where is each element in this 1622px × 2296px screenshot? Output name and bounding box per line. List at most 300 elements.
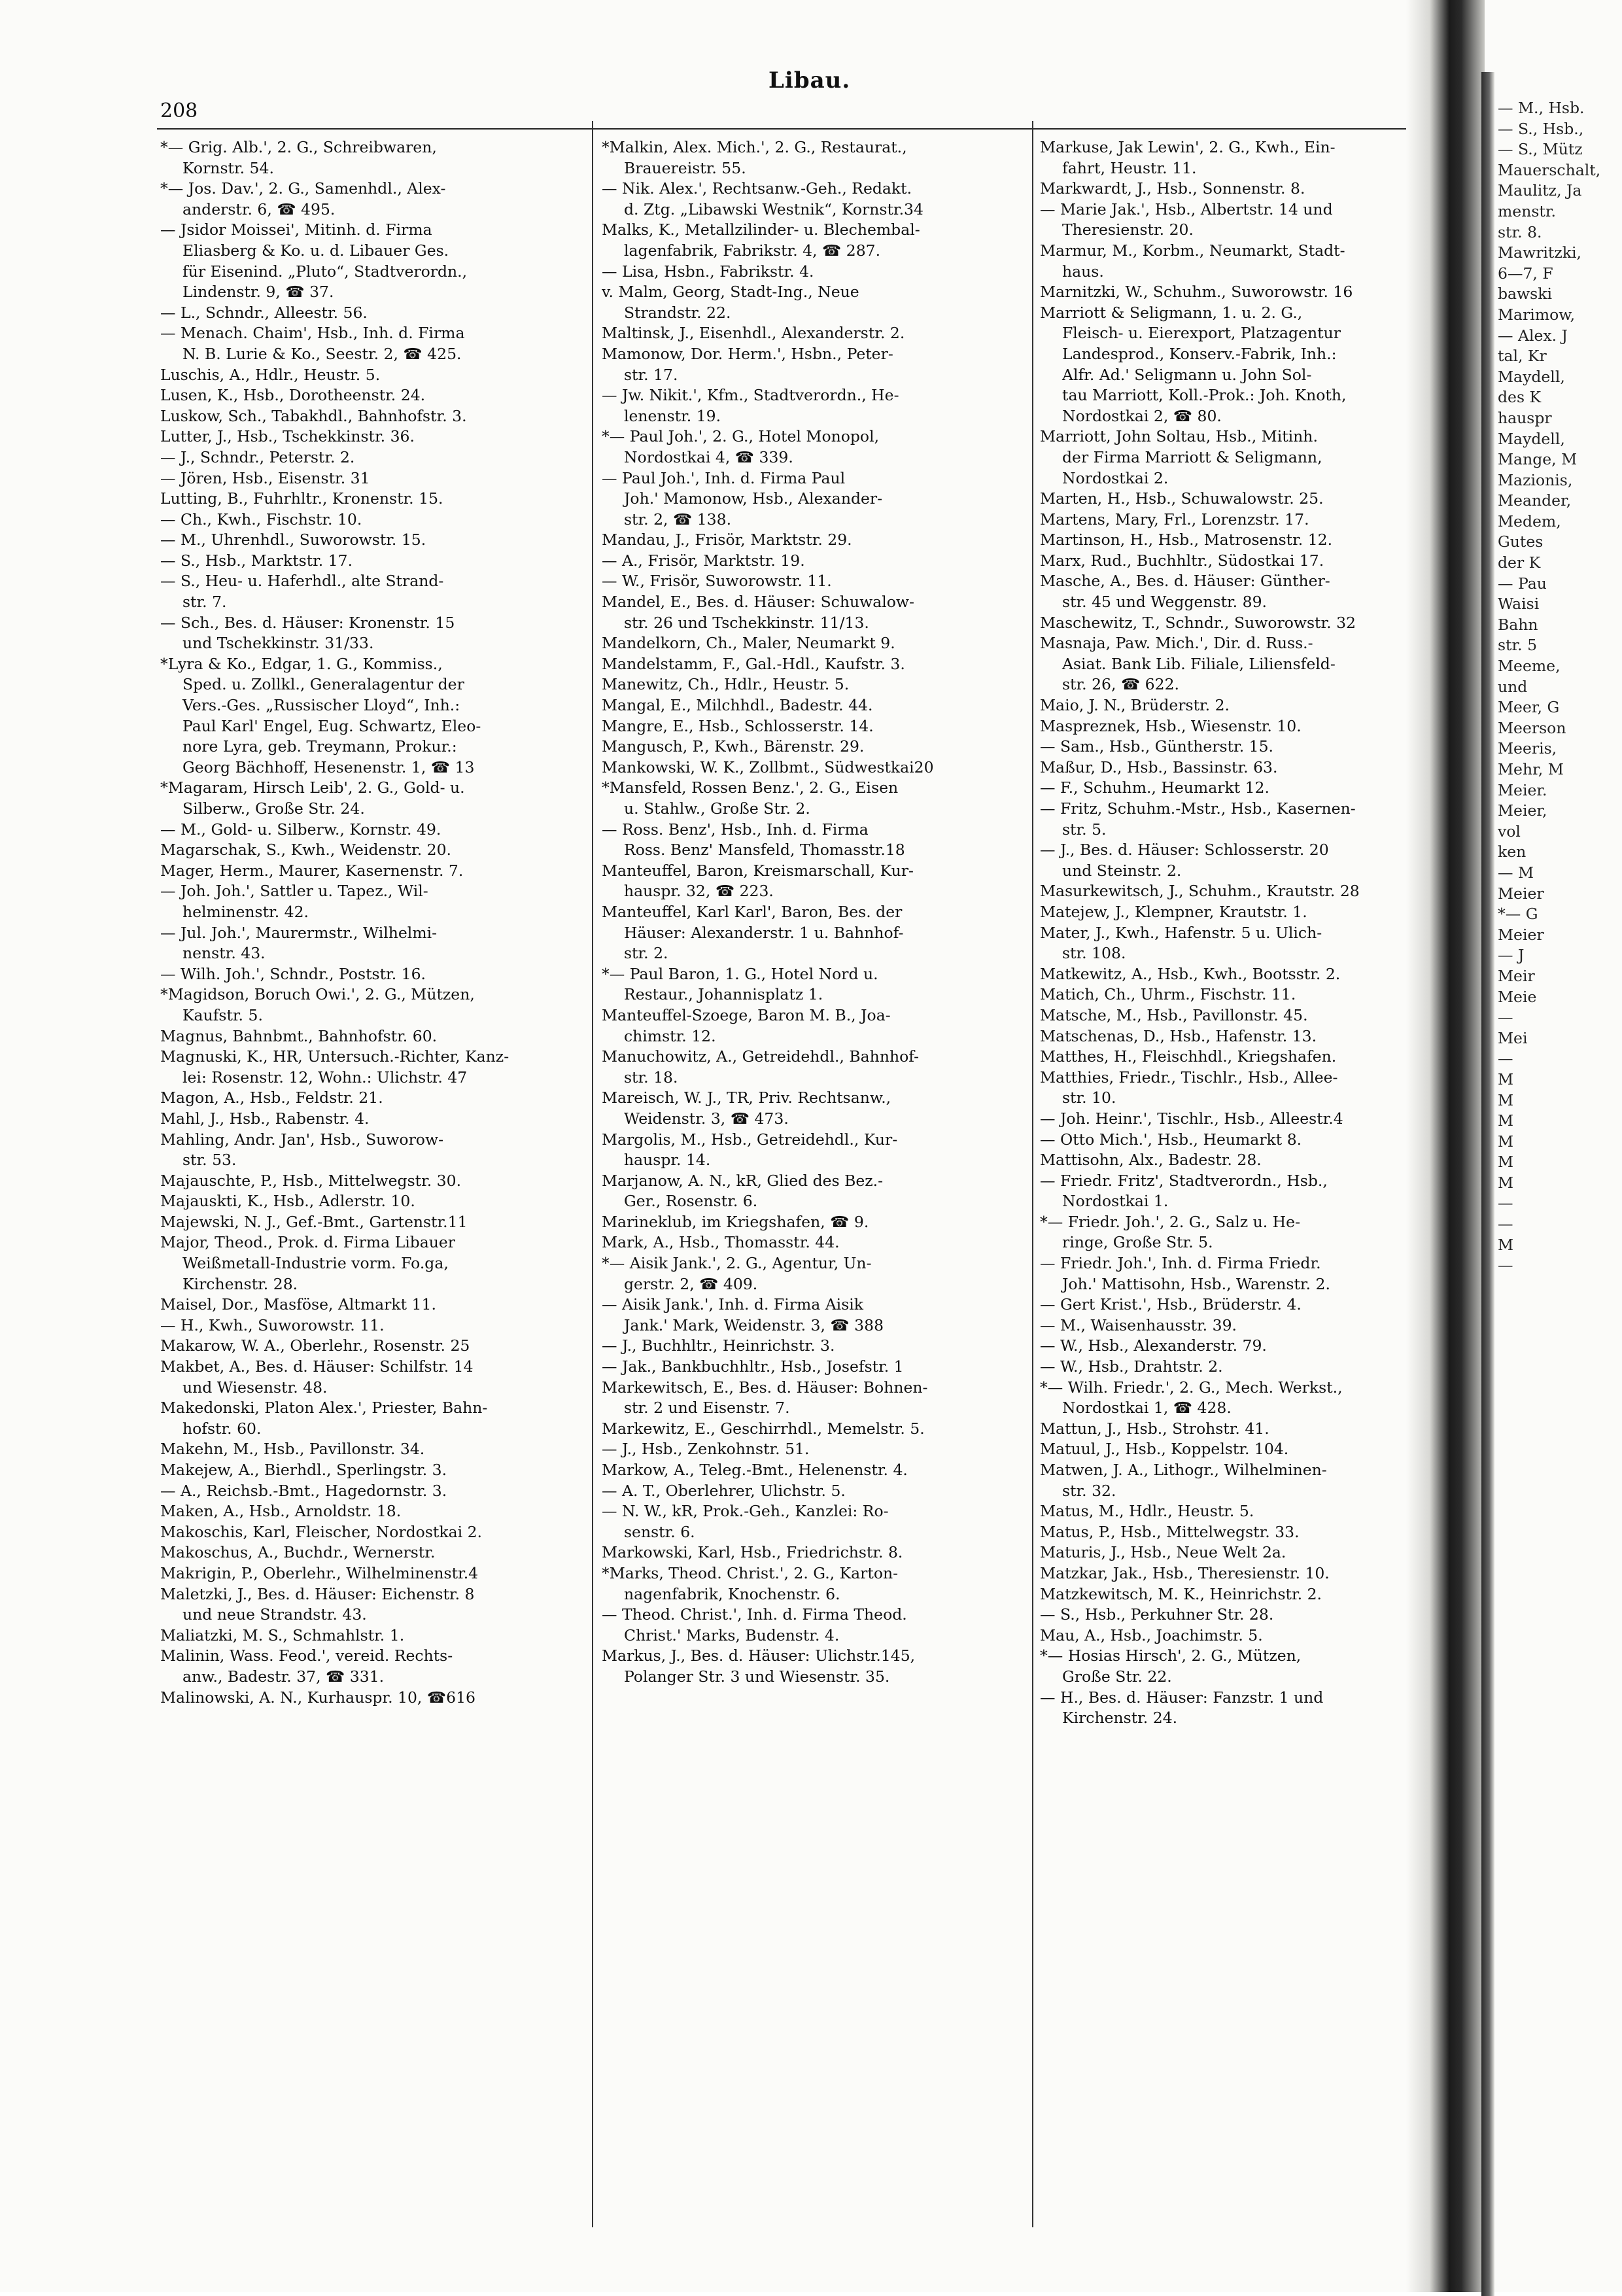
neighbor-fragment-line: Meir bbox=[1498, 966, 1535, 985]
directory-entry bbox=[1040, 923, 1439, 964]
entry-continuation-line: tau Marriott, Koll.-Prok.: Joh. Knoth, bbox=[1062, 386, 1347, 405]
entry-name-line: Maschewitz, T., Schndr., Suworowstr. 32 bbox=[1040, 613, 1356, 632]
entry-name-line: Majauschte, P., Hsb., Mittelwegstr. 30. bbox=[160, 1171, 462, 1190]
neighbor-fragment-line: Meander, bbox=[1498, 491, 1572, 510]
directory-entry bbox=[602, 1439, 1001, 1460]
directory-entry bbox=[1040, 426, 1439, 489]
directory-entry bbox=[602, 137, 1001, 179]
neighbor-fragment-line: Meier, bbox=[1498, 801, 1547, 820]
neighbor-fragment-line: M bbox=[1498, 1153, 1514, 1172]
entry-continuation-line: Ger., Rosenstr. 6. bbox=[624, 1192, 758, 1211]
directory-entry bbox=[602, 1295, 1001, 1336]
directory-entry bbox=[602, 1460, 1001, 1481]
entry-name-line: Matuul, J., Hsb., Koppelstr. 104. bbox=[1040, 1440, 1289, 1459]
directory-entry bbox=[1040, 530, 1439, 551]
column-divider-1 bbox=[592, 121, 593, 2227]
neighbor-fragment-line: Medem, bbox=[1498, 512, 1561, 531]
directory-entry bbox=[160, 365, 559, 386]
entry-continuation-line: str. 2, ☎ 138. bbox=[624, 510, 732, 529]
entry-name-line: Mattun, J., Hsb., Strohstr. 41. bbox=[1040, 1419, 1269, 1438]
entry-name-line: Magarschak, S., Kwh., Weidenstr. 20. bbox=[160, 841, 452, 860]
entry-continuation-line: ringe, Große Str. 5. bbox=[1062, 1233, 1213, 1252]
entry-continuation-line: Christ.' Marks, Budenstr. 4. bbox=[624, 1626, 840, 1644]
directory-entry bbox=[160, 1130, 559, 1171]
directory-entry bbox=[602, 323, 1001, 344]
entry-continuation-line: und neue Strandstr. 43. bbox=[182, 1605, 367, 1624]
directory-entry bbox=[160, 406, 559, 427]
entry-continuation-line: Jank.' Mark, Weidenstr. 3, ☎ 388 bbox=[624, 1315, 884, 1334]
directory-entry bbox=[602, 220, 1001, 261]
entry-name-line: — S., Hsb., Marktstr. 17. bbox=[160, 551, 353, 570]
neighbor-fragment-line: ken bbox=[1498, 843, 1527, 861]
book-crease bbox=[1481, 72, 1494, 2296]
entry-name-line: Marriott & Seligmann, 1. u. 2. G., bbox=[1040, 303, 1303, 322]
directory-entry bbox=[160, 1563, 559, 1584]
directory-entry bbox=[602, 262, 1001, 283]
entry-name-line: Matthies, Friedr., Tischlr., Hsb., Allee- bbox=[1040, 1068, 1338, 1087]
entry-name-line: — W., Hsb., Alexanderstr. 79. bbox=[1040, 1336, 1267, 1355]
entry-name-line: — Otto Mich.', Hsb., Heumarkt 8. bbox=[1040, 1130, 1302, 1149]
entry-continuation-line: Weidenstr. 3, ☎ 473. bbox=[624, 1109, 789, 1128]
entry-continuation-line: str. 7. bbox=[182, 593, 227, 612]
entry-name-line: Makbet, A., Bes. d. Häuser: Schilfstr. 14 bbox=[160, 1357, 474, 1376]
entry-name-line: Makarow, W. A., Oberlehr., Rosenstr. 25 bbox=[160, 1336, 470, 1355]
entry-name-line: Lusen, K., Hsb., Dorotheenstr. 24. bbox=[160, 386, 426, 405]
entry-continuation-line: str. 108. bbox=[1062, 944, 1126, 963]
directory-entry bbox=[1040, 964, 1439, 985]
neighbor-fragment-line: des K bbox=[1498, 388, 1542, 407]
entry-name-line: — Sch., Bes. d. Häuser: Kronenstr. 15 bbox=[160, 613, 455, 632]
entry-continuation-line: str. 26 und Tschekkinstr. 11/13. bbox=[624, 613, 869, 632]
directory-entry bbox=[1040, 1460, 1439, 1501]
entry-name-line: — J., Hsb., Zenkohnstr. 51. bbox=[602, 1440, 810, 1459]
entry-name-line: Maken, A., Hsb., Arnoldstr. 18. bbox=[160, 1502, 402, 1521]
directory-entry bbox=[160, 881, 559, 922]
entry-continuation-line: und Wiesenstr. 48. bbox=[182, 1378, 328, 1397]
directory-entry bbox=[160, 489, 559, 510]
entry-name-line: — A. T., Oberlehrer, Ulichstr. 5. bbox=[602, 1481, 846, 1500]
column-divider-2 bbox=[1032, 121, 1033, 2227]
directory-entry bbox=[1040, 716, 1439, 737]
entry-name-line: — M., Waisenhausstr. 39. bbox=[1040, 1315, 1237, 1334]
directory-entry bbox=[602, 1542, 1001, 1563]
directory-entry bbox=[602, 757, 1001, 778]
entry-name-line: *— Wilh. Friedr.', 2. G., Mech. Werkst., bbox=[1040, 1378, 1343, 1397]
neighbor-fragment-line: Meerson bbox=[1498, 718, 1566, 737]
entry-name-line: Markus, J., Bes. d. Häuser: Ulichstr.145, bbox=[602, 1646, 916, 1665]
directory-entry bbox=[602, 530, 1001, 551]
entry-name-line: Matus, P., Hsb., Mittelwegstr. 33. bbox=[1040, 1522, 1300, 1541]
directory-entry bbox=[160, 1088, 559, 1109]
entry-name-line: *— Hosias Hirsch', 2. G., Mützen, bbox=[1040, 1646, 1302, 1665]
directory-entry bbox=[602, 1212, 1001, 1233]
entry-continuation-line: str. 53. bbox=[182, 1151, 237, 1170]
book-gutter-shadow bbox=[1406, 0, 1485, 2292]
entry-continuation-line: Landesprod., Konserv.-Fabrik, Inh.: bbox=[1062, 344, 1337, 363]
entry-name-line: — Sam., Hsb., Güntherstr. 15. bbox=[1040, 737, 1274, 756]
directory-entry bbox=[160, 1688, 559, 1709]
entry-name-line: Mangusch, P., Kwh., Bärenstr. 29. bbox=[602, 737, 865, 756]
directory-entry bbox=[160, 303, 559, 324]
directory-entry bbox=[1040, 984, 1439, 1005]
entry-name-line: Marineklub, im Kriegshafen, ☎ 9. bbox=[602, 1212, 869, 1231]
entry-continuation-line: anderstr. 6, ☎ 495. bbox=[182, 200, 336, 218]
entry-continuation-line: Fleisch- u. Eierexport, Platzagentur bbox=[1062, 324, 1341, 343]
neighbor-fragment-line: menstr. bbox=[1498, 201, 1556, 220]
entry-continuation-line: Polanger Str. 3 und Wiesenstr. 35. bbox=[624, 1667, 890, 1686]
entry-name-line: Masche, A., Bes. d. Häuser: Günther- bbox=[1040, 572, 1330, 591]
directory-entry bbox=[602, 344, 1001, 385]
directory-entry bbox=[602, 695, 1001, 716]
entry-continuation-line: Asiat. Bank Lib. Filiale, Liliensfeld- bbox=[1062, 654, 1336, 673]
entry-name-line: — Joh. Heinr.', Tischlr., Hsb., Alleestr.4 bbox=[1040, 1109, 1343, 1128]
directory-entry bbox=[1040, 1295, 1439, 1315]
neighbor-fragment-line: — M bbox=[1498, 863, 1534, 882]
entry-name-line: Mahl, J., Hsb., Rabenstr. 4. bbox=[160, 1109, 370, 1128]
neighbor-fragment-line: — bbox=[1498, 1215, 1513, 1234]
entry-name-line: — Jören, Hsb., Eisenstr. 31 bbox=[160, 468, 370, 487]
entry-name-line: Matwen, J. A., Lithogr., Wilhelminen- bbox=[1040, 1461, 1327, 1479]
entry-name-line: Maisel, Dor., Masföse, Altmarkt 11. bbox=[160, 1295, 436, 1314]
directory-entry bbox=[602, 551, 1001, 572]
directory-entry bbox=[1040, 282, 1439, 303]
entry-name-line: *Mansfeld, Rossen Benz.', 2. G., Eisen bbox=[602, 778, 899, 797]
directory-entry bbox=[160, 613, 559, 654]
neighbor-fragment-line: — bbox=[1498, 1256, 1513, 1275]
directory-entry bbox=[1040, 1378, 1439, 1419]
entry-name-line: Mau, A., Hsb., Joachimstr. 5. bbox=[1040, 1626, 1263, 1644]
entry-name-line: Masurkewitsch, J., Schuhm., Krautstr. 28 bbox=[1040, 882, 1360, 901]
directory-entry bbox=[602, 737, 1001, 757]
entry-name-line: Magon, A., Hsb., Feldstr. 21. bbox=[160, 1088, 383, 1107]
neighbor-fragment-line: Meier bbox=[1498, 884, 1544, 903]
directory-entry bbox=[602, 1171, 1001, 1212]
entry-continuation-line: str. 32. bbox=[1062, 1481, 1116, 1500]
entry-name-line: Markewitsch, E., Bes. d. Häuser: Bohnen- bbox=[602, 1378, 928, 1397]
entry-continuation-line: nenstr. 43. bbox=[182, 944, 266, 963]
directory-entry bbox=[160, 1191, 559, 1212]
directory-entry bbox=[602, 385, 1001, 426]
entry-continuation-line: str. 17. bbox=[624, 365, 678, 384]
entry-name-line: Mandel, E., Bes. d. Häuser: Schuwalow- bbox=[602, 593, 914, 612]
directory-entry bbox=[160, 1315, 559, 1336]
entry-name-line: — Gert Krist.', Hsb., Brüderstr. 4. bbox=[1040, 1295, 1302, 1314]
neighbor-fragment-line: Maulitz, Ja bbox=[1498, 181, 1582, 200]
directory-entry bbox=[1040, 1130, 1439, 1151]
directory-entry bbox=[160, 1232, 559, 1295]
entry-name-line: Maio, J. N., Brüderstr. 2. bbox=[1040, 696, 1230, 715]
directory-entry bbox=[1040, 1026, 1439, 1047]
directory-entry bbox=[160, 137, 559, 179]
entry-name-line: Markwardt, J., Hsb., Sonnenstr. 8. bbox=[1040, 179, 1305, 198]
neighbor-fragment-line: — bbox=[1498, 1049, 1513, 1068]
neighbor-fragment-line: — S., Hsb., bbox=[1498, 119, 1584, 138]
entry-name-line: Major, Theod., Prok. d. Firma Libauer bbox=[160, 1233, 456, 1252]
page-number: 208 bbox=[160, 99, 198, 122]
entry-name-line: — F., Schuhm., Heumarkt 12. bbox=[1040, 778, 1269, 797]
entry-continuation-line: für Eisenind. „Pluto“, Stadtverordn., bbox=[182, 262, 468, 281]
entry-continuation-line: str. 10. bbox=[1062, 1088, 1116, 1107]
entry-name-line: Matzkewitsch, M. K., Heinrichstr. 2. bbox=[1040, 1584, 1322, 1603]
entry-continuation-line: hauspr. 32, ☎ 223. bbox=[624, 882, 774, 901]
neighbor-fragment-line: Meier bbox=[1498, 925, 1544, 944]
entry-continuation-line: Theresienstr. 20. bbox=[1062, 220, 1194, 239]
entry-name-line: Matzkar, Jak., Hsb., Theresienstr. 10. bbox=[1040, 1563, 1330, 1582]
entry-continuation-line: Restaur., Johannisplatz 1. bbox=[624, 985, 823, 1004]
entry-continuation-line: Strandstr. 22. bbox=[624, 303, 731, 322]
entry-continuation-line: Sped. u. Zollkl., Generalagentur der bbox=[182, 675, 464, 694]
entry-continuation-line: lagenfabrik, Fabrikstr. 4, ☎ 287. bbox=[624, 241, 881, 260]
directory-entry bbox=[160, 1047, 559, 1088]
entry-name-line: Markowski, Karl, Hsb., Friedrichstr. 8. bbox=[602, 1543, 903, 1562]
directory-entry bbox=[160, 984, 559, 1026]
entry-continuation-line: Kornstr. 54. bbox=[182, 158, 274, 177]
entry-continuation-line: lei: Rosenstr. 12, Wohn.: Ulichstr. 47 bbox=[182, 1068, 468, 1087]
directory-entry bbox=[1040, 613, 1439, 634]
directory-entry bbox=[602, 778, 1001, 819]
directory-entry bbox=[602, 820, 1001, 861]
entry-name-line: — Theod. Christ.', Inh. d. Firma Theod. bbox=[602, 1605, 907, 1624]
entry-name-line: Malks, K., Metallzilinder- u. Blechembal- bbox=[602, 220, 920, 239]
directory-entry bbox=[1040, 510, 1439, 531]
entry-name-line: *Lyra & Ko., Edgar, 1. G., Kommiss., bbox=[160, 654, 443, 673]
neighbor-fragment-line: — bbox=[1498, 1008, 1513, 1027]
directory-entry bbox=[1040, 1047, 1439, 1068]
neighbor-fragment-line: M bbox=[1498, 1173, 1514, 1192]
entry-name-line: Matschenas, D., Hsb., Hafenstr. 13. bbox=[1040, 1026, 1317, 1045]
directory-entry bbox=[602, 1481, 1001, 1502]
entry-name-line: — Friedr. Fritz', Stadtverordn., Hsb., bbox=[1040, 1171, 1328, 1190]
entry-name-line: Magnus, Bahnbmt., Bahnhofstr. 60. bbox=[160, 1026, 438, 1045]
entry-continuation-line: N. B. Lurie & Ko., Seestr. 2, ☎ 425. bbox=[182, 344, 462, 363]
neighbor-fragment-line: und bbox=[1498, 677, 1528, 696]
entry-name-line: Matejew, J., Klempner, Krautstr. 1. bbox=[1040, 902, 1307, 921]
neighbor-fragment-line: der K bbox=[1498, 553, 1541, 572]
neighbor-fragment-line: M bbox=[1498, 1132, 1514, 1151]
entry-name-line: — Marie Jak.', Hsb., Albertstr. 14 und bbox=[1040, 200, 1333, 218]
entry-continuation-line: Joh.' Mamonow, Hsb., Alexander- bbox=[624, 489, 883, 508]
directory-entry bbox=[602, 179, 1001, 220]
directory-entry bbox=[602, 861, 1001, 902]
neighbor-fragment-line: — M., Hsb. bbox=[1498, 99, 1585, 117]
entry-continuation-line: Paul Karl' Engel, Eug. Schwartz, Eleo- bbox=[182, 716, 481, 735]
entry-name-line: — Jsidor Moissei', Mitinh. d. Firma bbox=[160, 220, 432, 239]
directory-entry bbox=[602, 1501, 1001, 1542]
neighbor-fragment-line: M bbox=[1498, 1070, 1514, 1088]
directory-entry bbox=[602, 1088, 1001, 1129]
directory-entry bbox=[1040, 1253, 1439, 1295]
directory-entry bbox=[160, 1295, 559, 1315]
directory-entry bbox=[1040, 1688, 1439, 1729]
entry-name-line: — J., Buchhltr., Heinrichstr. 3. bbox=[602, 1336, 835, 1355]
entry-name-line: Marriott, John Soltau, Hsb., Mitinh. bbox=[1040, 427, 1318, 446]
entry-name-line: Malinin, Wass. Feod.', vereid. Rechts- bbox=[160, 1646, 453, 1665]
directory-entry bbox=[160, 923, 559, 964]
entry-name-line: Marx, Rud., Buchhltr., Südostkai 17. bbox=[1040, 551, 1324, 570]
entry-name-line: — S., Heu- u. Haferhdl., alte Strand- bbox=[160, 572, 444, 591]
directory-entry bbox=[160, 1439, 559, 1460]
neighbor-fragment-line: Meie bbox=[1498, 987, 1537, 1006]
directory-entry bbox=[160, 1626, 559, 1646]
directory-entry bbox=[1040, 840, 1439, 881]
entry-name-line: Malinowski, A. N., Kurhauspr. 10, ☎616 bbox=[160, 1688, 475, 1707]
entry-continuation-line: Joh.' Mattisohn, Hsb., Warenstr. 2. bbox=[1062, 1274, 1330, 1293]
entry-name-line: Martinson, H., Hsb., Matrosenstr. 12. bbox=[1040, 531, 1333, 549]
entry-continuation-line: chimstr. 12. bbox=[624, 1026, 716, 1045]
directory-entry bbox=[160, 820, 559, 841]
entry-continuation-line: Vers.-Ges. „Russischer Lloyd“, Inh.: bbox=[182, 696, 460, 715]
entry-name-line: Mattisohn, Alx., Badestr. 28. bbox=[1040, 1151, 1262, 1170]
page-header-title: Libau. bbox=[768, 67, 851, 94]
entry-name-line: — Ross. Benz', Hsb., Inh. d. Firma bbox=[602, 820, 869, 839]
directory-entry bbox=[1040, 179, 1439, 200]
directory-entry bbox=[602, 674, 1001, 695]
directory-entry bbox=[160, 778, 559, 819]
entry-continuation-line: Nordostkai 1, ☎ 428. bbox=[1062, 1399, 1232, 1418]
entry-continuation-line: str. 2 und Eisenstr. 7. bbox=[624, 1399, 790, 1418]
neighbor-fragment-line: Mauerschalt, bbox=[1498, 160, 1601, 179]
entry-name-line: Mamonow, Dor. Herm.', Hsbn., Peter- bbox=[602, 344, 893, 363]
entry-continuation-line: helminenstr. 42. bbox=[182, 902, 309, 921]
entry-name-line: — Jw. Nikit.', Kfm., Stadtverordn., He- bbox=[602, 386, 899, 405]
entry-name-line: Makoschus, A., Buchdr., Wernerstr. bbox=[160, 1543, 436, 1562]
neighbor-fragment-line: *— G bbox=[1498, 905, 1538, 924]
neighbor-fragment-line: 6—7, F bbox=[1498, 264, 1553, 283]
neighbor-fragment-line: — bbox=[1498, 1194, 1513, 1213]
directory-entry bbox=[602, 716, 1001, 737]
directory-entry bbox=[602, 1419, 1001, 1440]
entry-name-line: — A., Frisör, Marktstr. 19. bbox=[602, 551, 805, 570]
directory-entry bbox=[1040, 1109, 1439, 1130]
directory-entry bbox=[1040, 200, 1439, 241]
directory-entry bbox=[160, 447, 559, 468]
directory-entry bbox=[1040, 1150, 1439, 1171]
entry-continuation-line: gerstr. 2, ☎ 409. bbox=[624, 1274, 758, 1293]
directory-entry bbox=[602, 1130, 1001, 1171]
directory-entry bbox=[602, 1605, 1001, 1646]
entry-name-line: — S., Hsb., Perkuhner Str. 28. bbox=[1040, 1605, 1274, 1624]
entry-name-line: — N. W., kR, Prok.-Geh., Kanzlei: Ro- bbox=[602, 1502, 889, 1521]
entry-name-line: — H., Kwh., Suworowstr. 11. bbox=[160, 1315, 385, 1334]
neighbor-fragment-line: hauspr bbox=[1498, 408, 1552, 427]
directory-entry bbox=[1040, 1171, 1439, 1212]
entry-name-line: Matsche, M., Hsb., Pavillonstr. 45. bbox=[1040, 1005, 1308, 1024]
directory-entry bbox=[160, 179, 559, 220]
entry-name-line: — Menach. Chaim', Hsb., Inh. d. Firma bbox=[160, 324, 465, 343]
directory-entry bbox=[160, 1336, 559, 1357]
directory-entry bbox=[160, 654, 559, 778]
directory-entry bbox=[160, 840, 559, 861]
entry-continuation-line: str. 26, ☎ 622. bbox=[1062, 675, 1180, 694]
entry-continuation-line: und Tschekkinstr. 31/33. bbox=[182, 634, 374, 653]
entry-name-line: Margolis, M., Hsb., Getreidehdl., Kur- bbox=[602, 1130, 898, 1149]
directory-entry bbox=[1040, 1419, 1439, 1440]
entry-continuation-line: Brauereistr. 55. bbox=[624, 158, 746, 177]
directory-entry bbox=[1040, 571, 1439, 612]
directory-entry bbox=[602, 1253, 1001, 1295]
entry-name-line: Manteuffel, Baron, Kreismarschall, Kur- bbox=[602, 861, 914, 880]
directory-entry bbox=[602, 654, 1001, 675]
directory-entry bbox=[160, 1109, 559, 1130]
directory-entry bbox=[160, 385, 559, 406]
neighbor-fragment-line: bawski bbox=[1498, 285, 1552, 304]
directory-entry bbox=[160, 323, 559, 364]
directory-entry bbox=[160, 1171, 559, 1192]
directory-entry bbox=[1040, 1336, 1439, 1357]
entry-name-line: Masnaja, Paw. Mich.', Dir. d. Russ.- bbox=[1040, 634, 1313, 653]
neighbor-fragment-line: Meeme, bbox=[1498, 657, 1561, 676]
neighbor-fragment-line: str. 5 bbox=[1498, 636, 1538, 655]
directory-entry bbox=[1040, 757, 1439, 778]
neighbor-fragment-line: Meer, G bbox=[1498, 698, 1560, 717]
entry-continuation-line: str. 5. bbox=[1062, 820, 1107, 839]
entry-continuation-line: Nordostkai 2. bbox=[1062, 468, 1169, 487]
neighbor-fragment-line: M bbox=[1498, 1090, 1514, 1109]
directory-entry bbox=[1040, 737, 1439, 757]
entry-name-line: *Magaram, Hirsch Leib', 2. G., Gold- u. bbox=[160, 778, 465, 797]
neighbor-fragment-line: Maydell, bbox=[1498, 429, 1565, 448]
directory-entry bbox=[602, 592, 1001, 633]
directory-entry bbox=[160, 1481, 559, 1502]
entry-name-line: Magnuski, K., HR, Untersuch.-Richter, Kanz- bbox=[160, 1047, 509, 1066]
neighbor-fragment-line: Waisi bbox=[1498, 595, 1540, 614]
entry-name-line: Maspreznek, Hsb., Wiesenstr. 10. bbox=[1040, 716, 1302, 735]
entry-continuation-line: anw., Badestr. 37, ☎ 331. bbox=[182, 1667, 385, 1686]
neighbor-fragment-line: str. 8. bbox=[1498, 222, 1542, 241]
directory-entry bbox=[1040, 137, 1439, 179]
directory-entry bbox=[160, 551, 559, 572]
neighbor-fragment-line: — Alex. J bbox=[1498, 326, 1568, 345]
entry-name-line: — Jak., Bankbuchhltr., Hsb., Josefstr. 1 bbox=[602, 1357, 904, 1376]
directory-entry bbox=[160, 571, 559, 612]
directory-entry bbox=[160, 1357, 559, 1398]
directory-entry bbox=[602, 468, 1001, 531]
entry-name-line: Manuchowitz, A., Getreidehdl., Bahnhof- bbox=[602, 1047, 920, 1066]
entry-name-line: Lutter, J., Hsb., Tschekkinstr. 36. bbox=[160, 427, 415, 446]
entry-name-line: Maliatzki, M. S., Schmahlstr. 1. bbox=[160, 1626, 405, 1644]
directory-entry bbox=[602, 1357, 1001, 1378]
entry-name-line: — J., Schndr., Peterstr. 2. bbox=[160, 447, 355, 466]
directory-entry bbox=[1040, 1584, 1439, 1605]
entry-name-line: Mandelkorn, Ch., Maler, Neumarkt 9. bbox=[602, 634, 895, 653]
entry-name-line: Mandau, J., Frisör, Marktstr. 29. bbox=[602, 531, 852, 549]
neighbor-fragment-line: Maydell, bbox=[1498, 367, 1565, 386]
entry-name-line: Marnitzki, W., Schuhm., Suworowstr. 16 bbox=[1040, 283, 1353, 302]
entry-name-line: Markow, A., Teleg.-Bmt., Helenenstr. 4. bbox=[602, 1461, 908, 1479]
directory-entry bbox=[602, 1047, 1001, 1088]
neighbor-fragment-line: Marimow, bbox=[1498, 305, 1576, 324]
neighbor-fragment-line: — Pau bbox=[1498, 574, 1547, 593]
neighbor-fragment-line: Mazionis, bbox=[1498, 470, 1573, 489]
entry-name-line: Matkewitz, A., Hsb., Kwh., Bootsstr. 2. bbox=[1040, 964, 1341, 983]
directory-entry bbox=[602, 282, 1001, 323]
entry-name-line: — Wilh. Joh.', Schndr., Poststr. 16. bbox=[160, 964, 426, 983]
entry-name-line: *— Jos. Dav.', 2. G., Samenhdl., Alex- bbox=[160, 179, 446, 198]
entry-continuation-line: Kirchenstr. 28. bbox=[182, 1274, 298, 1293]
entry-name-line: Matthes, H., Fleischhdl., Kriegshafen. bbox=[1040, 1047, 1337, 1066]
entry-name-line: Marmur, M., Korbm., Neumarkt, Stadt- bbox=[1040, 241, 1345, 260]
directory-entry bbox=[602, 571, 1001, 592]
entry-name-line: — Ch., Kwh., Fischstr. 10. bbox=[160, 510, 362, 529]
entry-continuation-line: nore Lyra, geb. Treymann, Prokur.: bbox=[182, 737, 457, 756]
entry-name-line: Matich, Ch., Uhrm., Fischstr. 11. bbox=[1040, 985, 1296, 1004]
directory-entry bbox=[602, 1563, 1001, 1605]
directory-entry bbox=[602, 1005, 1001, 1047]
entry-name-line: Mangre, E., Hsb., Schlosserstr. 14. bbox=[602, 716, 874, 735]
directory-entry bbox=[1040, 489, 1439, 510]
entry-name-line: Maturis, J., Hsb., Neue Welt 2a. bbox=[1040, 1543, 1286, 1562]
entry-continuation-line: der Firma Marriott & Seligmann, bbox=[1062, 447, 1322, 466]
